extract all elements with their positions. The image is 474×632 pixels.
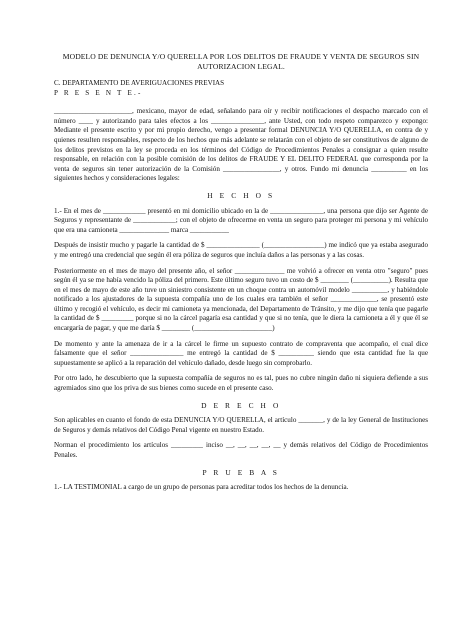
addressee-line-1: C. DEPARTAMENTO DE AVERIGUACIONES PREVIAS	[54, 79, 225, 87]
heading-hechos: H E C H O S	[207, 190, 275, 200]
heading-derecho: D E R E C H O	[201, 400, 281, 410]
hecho-4-paragraph: De momento y ante la amenaza de ir a la cárcel le firme un supuesto contrato de compraventa que acompaño, el cual dice falsamente que el señor _______________ me entregó la cantidad de $ __________ siendo que esta cantidad fue la que supuestamente se aplicó a la reparación del vehículo dañado, desde luego sin comprobarlo.	[54, 339, 428, 367]
intro-paragraph: ______________________, mexicano, mayor de edad, señalando para oír y recibir notificaciones el despacho marcado con el número ____ y autorizando para tales efectos a los _______________, ante Usted, con todo respeto comparezco y expongo: Mediante el presente escrito y por mi propio derecho, vengo a presentar formal DENUNCIA Y/O QUERELLA, en contra de y quienes resulten responsables, respecto de los hechos que más adelante se relatarán con el objeto de ser constitutivos de alguno de los delitos previstos en la ley se proceda en los términos del Código de Procedimientos Penales a consignar a quien resulte responsable, en relación con la posible comisión de los delitos de FRAUDE Y EL DELITO FEDERAL que corresponda por la venta de seguros sin tener autorización de la Comisión ________________, y otros. Fundo mi denuncia __________ en los siguientes hechos y consideraciones legales:	[54, 107, 428, 183]
document-title: MODELO DE DENUNCIA Y/O QUERELLA POR LOS DELITOS DE FRAUDE Y VENTA DE SEGUROS SIN AUTORIZACION LEGAL.	[62, 52, 420, 71]
hecho-3-paragraph: Posteriormente en el mes de mayo del presente año, el señor ______________ me volvió a ofrecer en venta otro "seguro" pues según él ya se me había vencido la póliza del primero. Este último seguro tuvo un costo de $ ________ (__________). Resulta que en el mes de mayo de este año tuve un siniestro consistente en un choque contra un automóvil modelo __________, y habiéndole notificado a los ajustadores de la supuesta compañía uno de los cuales era también el señor _____________, se presentó este último y recogió el vehículo, es decir mi camioneta ya mencionada, del Departamento de Tránsito, y me dijo que tenía que pagarle la cantidad de $ _________ porque si no la cárcel pagaría esa cantidad y que si no tenía, que le diera la camioneta a él y que él se encargaría de pagar, y que me daría $ ________ (______________________)	[54, 266, 428, 333]
derecho-1-paragraph: Son aplicables en cuanto el fondo de esta DENUNCIA Y/O QUERELLA, el artículo _______, y de la ley General de Instituciones de Seguros y demás relativos del Código Penal vigente en nuestro Estado.	[54, 416, 428, 434]
prueba-1-paragraph: 1.- LA TESTIMONIAL a cargo de un grupo de personas para acreditar todos los hechos de la denuncia.	[54, 483, 349, 492]
heading-pruebas: P R U E B A S	[202, 467, 280, 477]
hecho-2-paragraph: Después de insistir mucho y pagarle la cantidad de $ _______________ (_________________) me indicó que ya estaba asegurado y me entregó una credencial que según él era póliza de seguros que incluía daños a las personas y a las cosas.	[54, 241, 428, 259]
hecho-5-paragraph: Por otro lado, he descubierto que la supuesta compañía de seguros no es tal, pues no cubre ningún daño ni siquiera defiende a sus agremiados sino que los priva de sus bienes como sucede en el presente caso.	[54, 374, 428, 393]
derecho-2-paragraph: Norman el procedimiento los artículos _________ inciso __, __, __, __, __ y demás relativos del Código de Procedimientos Penales.	[54, 441, 428, 459]
addressee-line-2: P R E S E N T E.-	[54, 88, 143, 97]
hecho-1-paragraph: 1.- En el mes de ____________ presentó en mi domicilio ubicado en la de _______________, una persona que dijo ser Agente de Seguros y representante de ____________; con el objeto de ofrecerme en venta un seguro para proteger mi persona y mi vehículo que era una camioneta ______________ marca ___________	[54, 206, 428, 234]
